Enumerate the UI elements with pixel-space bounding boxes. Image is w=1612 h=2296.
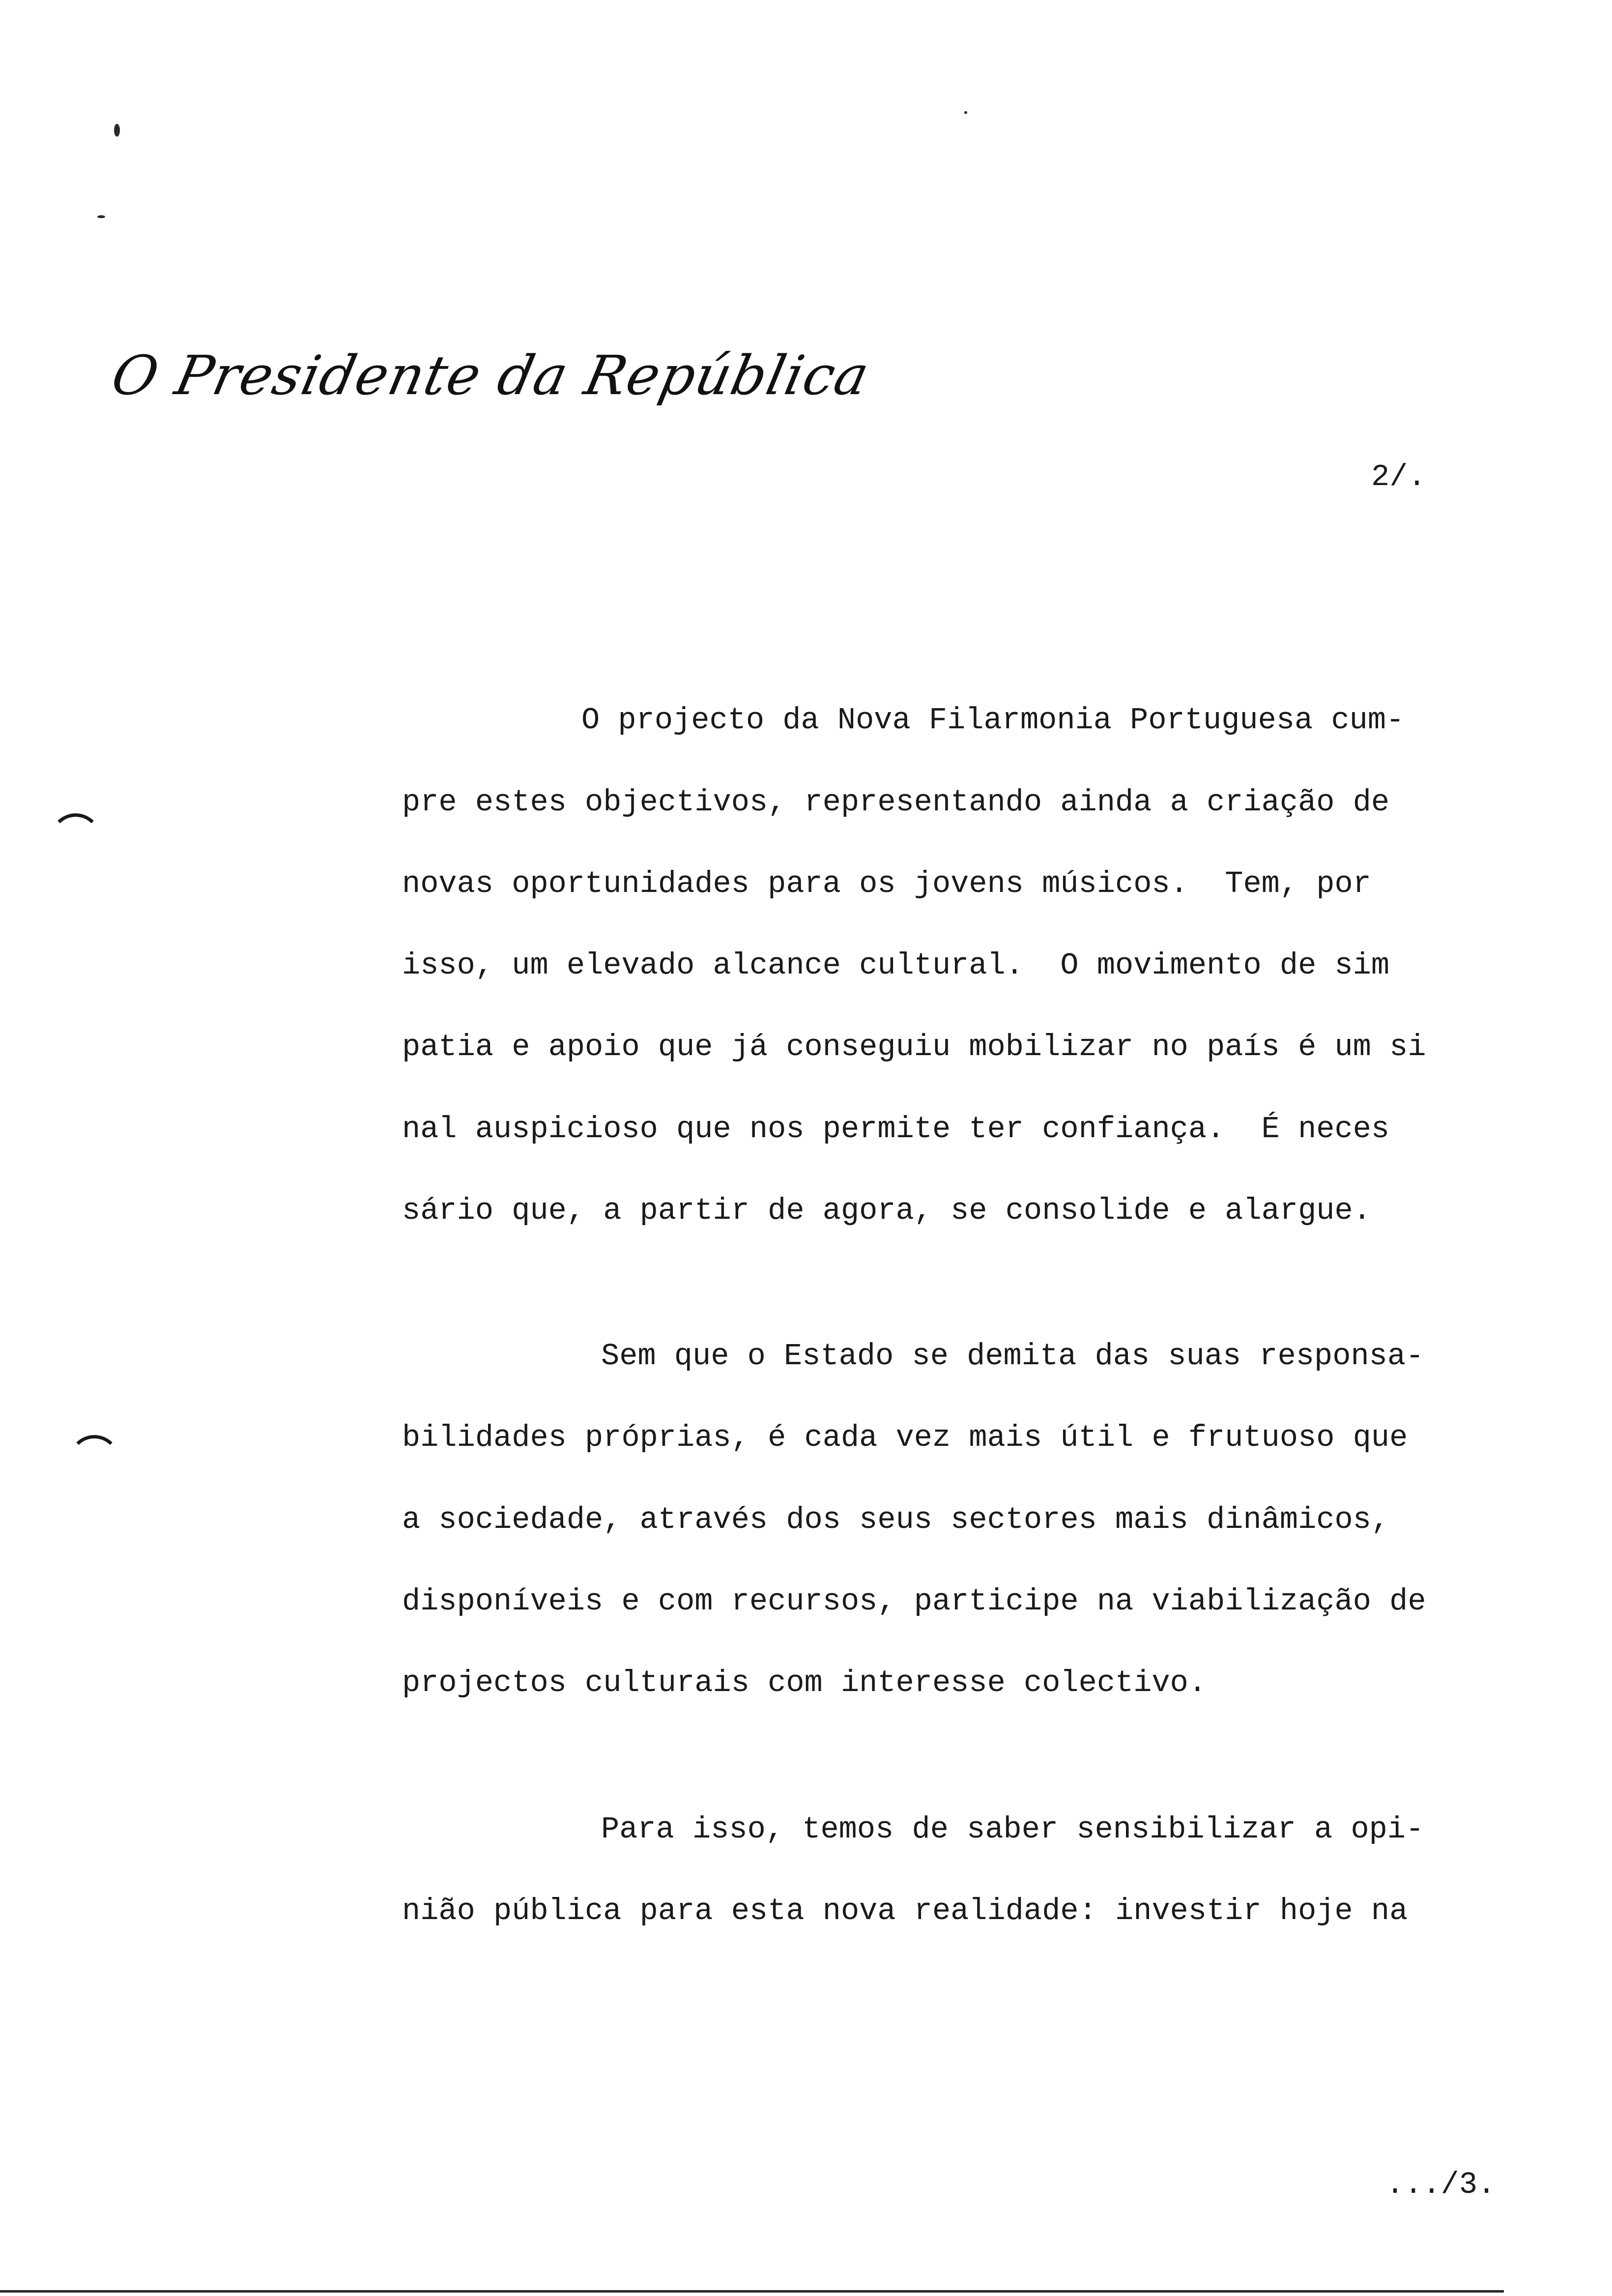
paragraph-line: patia e apoio que já conseguiu mobilizar no país é um si bbox=[402, 1030, 1426, 1064]
bottom-edge-rule bbox=[0, 2290, 1504, 2293]
ink-speck bbox=[97, 215, 105, 218]
paragraph-line: O projecto da Nova Filarmonia Portuguesa cum- bbox=[581, 703, 1405, 738]
paragraph-line: isso, um elevado alcance cultural. O movimento de sim bbox=[402, 948, 1390, 983]
paragraph-line: bilidades próprias, é cada vez mais útil e frutuoso que bbox=[402, 1420, 1408, 1455]
ink-speck bbox=[964, 111, 967, 114]
letterhead-title: O Presidente da República bbox=[106, 344, 875, 407]
paragraph-line: a sociedade, através dos seus sectores mais dinâmicos, bbox=[402, 1502, 1390, 1537]
ink-speck bbox=[114, 124, 120, 137]
paragraph-line: sário que, a partir de agora, se consolide e alargue. bbox=[402, 1193, 1371, 1228]
paragraph-line: pre estes objectivos, representando ainda a criação de bbox=[402, 785, 1390, 820]
paragraph-line: nal auspicioso que nos permite ter confiança. É neces bbox=[402, 1112, 1390, 1147]
punch-hole-mark bbox=[50, 813, 101, 864]
paragraph-line: Sem que o Estado se demita das suas responsa- bbox=[601, 1339, 1424, 1374]
paragraph-line: disponíveis e com recursos, participe na viabilização de bbox=[402, 1584, 1426, 1619]
continuation-marker: .../3. bbox=[1386, 2167, 1496, 2202]
punch-hole-mark bbox=[69, 1435, 120, 1486]
paragraph-line: nião pública para esta nova realidade: investir hoje na bbox=[402, 1894, 1408, 1928]
paragraph-line: Para isso, temos de saber sensibilizar a opi- bbox=[601, 1812, 1424, 1847]
page-number: 2/. bbox=[1371, 459, 1426, 494]
paragraph-line: novas oportunidades para os jovens músicos. Tem, por bbox=[402, 866, 1371, 901]
paragraph-line: projectos culturais com interesse colectivo. bbox=[402, 1665, 1207, 1700]
